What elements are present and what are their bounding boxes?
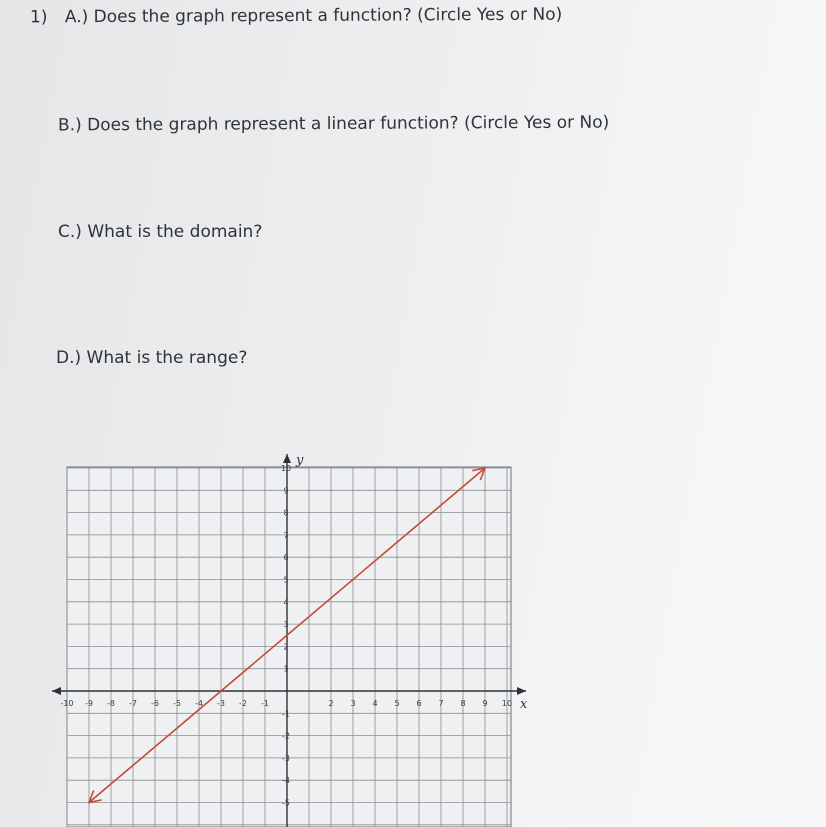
y-tick-label: 1	[283, 664, 289, 674]
x-tick-label: 10	[501, 699, 513, 708]
question-number: 1)	[29, 7, 48, 28]
question-label: B.)	[57, 115, 82, 136]
question-text: Does the graph represent a function? (Circle Yes or No)	[93, 4, 563, 28]
x-tick-label: -8	[107, 699, 115, 708]
x-axis-arrow-left	[52, 687, 61, 695]
x-tick-label: -3	[217, 699, 225, 708]
x-tick-label: 5	[394, 699, 400, 708]
y-tick-label: -1	[282, 709, 290, 719]
y-tick-label: 2	[283, 642, 289, 652]
x-tick-label: 9	[482, 699, 488, 708]
y-tick-label: 7	[283, 530, 289, 540]
x-tick-label: 6	[416, 699, 422, 708]
x-tick-label: -9	[85, 699, 93, 708]
y-tick-label: 4	[283, 597, 289, 607]
y-axis-label: y	[296, 453, 304, 468]
y-tick-label: 5	[283, 575, 289, 585]
question-text: What is the domain?	[87, 222, 263, 242]
x-tick-label: 3	[350, 699, 356, 708]
x-tick-label: 4	[372, 699, 378, 708]
y-tick-label: 10	[280, 464, 292, 473]
x-tick-label: 7	[438, 699, 444, 708]
y-tick-label: -3	[282, 753, 290, 763]
x-tick-label: -2	[239, 699, 247, 708]
x-tick-label: -6	[151, 699, 159, 708]
question-label: D.)	[56, 348, 82, 368]
graph-background	[67, 467, 511, 827]
graph-grid	[67, 467, 511, 827]
y-tick-label: -5	[282, 798, 290, 808]
x-tick-label: -5	[173, 699, 181, 708]
x-tick-label: 2	[328, 699, 334, 708]
question-text: Does the graph represent a linear function? (Circle Yes or No)	[87, 112, 610, 136]
y-tick-label: 8	[283, 508, 289, 518]
question-text: What is the range?	[86, 348, 248, 368]
x-tick-label: -1	[261, 699, 269, 708]
x-tick-label: 8	[460, 699, 466, 708]
y-tick-label: -2	[282, 731, 290, 741]
x-tick-label: -7	[129, 699, 137, 708]
x-tick-label: -10	[60, 699, 74, 708]
y-tick-label: 3	[283, 620, 289, 630]
y-axis-arrow-up	[283, 454, 291, 463]
question-label: A.)	[64, 7, 89, 28]
y-tick-label: -4	[282, 776, 290, 786]
x-tick-label: -4	[195, 699, 203, 708]
x-axis-label: x	[520, 697, 528, 712]
x-axis-arrow-right	[517, 687, 526, 695]
y-tick-label: 9	[283, 486, 289, 496]
y-tick-label: 6	[283, 553, 289, 563]
question-label: C.)	[58, 222, 82, 242]
